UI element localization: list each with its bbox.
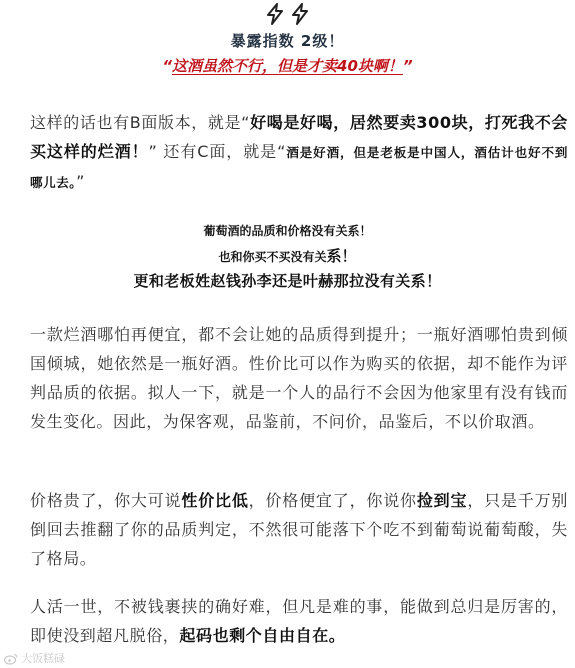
small-bold-run: 酒是好酒，但是老板是中国人，酒估计也好不到哪儿去。 bbox=[30, 145, 568, 190]
quote-close-mark: ” bbox=[402, 57, 413, 75]
paragraph-b-c-versions bbox=[30, 108, 568, 197]
paragraph-quality-price: 一款烂酒哪怕再便宜，都不会让她的品质得到提升；一瓶好酒哪怕贵到倾国倾城，她依然是一瓶好酒。性价比可以作为购买的依据，却不能作为评判品质的依据。拟人一下，就是一个人的品行不会因为他家里有没有钱而发生变化。因此，为保客观，品鉴前，不问价，品鉴后，不以价取酒。 bbox=[30, 325, 568, 431]
center-line-1: 葡萄酒的品质和价格没有关系！ bbox=[203, 224, 372, 238]
text-run: ，只是千万别倒回去推翻了你的品质判定，不然很可能落下个吃不到葡萄说葡萄酸，失了格局。 bbox=[30, 491, 569, 568]
weibo-icon bbox=[4, 653, 18, 665]
quote-text: 这酒虽然不行，但是才卖40块啊！ bbox=[172, 57, 403, 75]
lightning-icon bbox=[265, 3, 285, 25]
center-line-3: 更和老板姓赵钱孙李还是叶赫那拉没有关系！ bbox=[133, 272, 442, 290]
watermark bbox=[4, 650, 65, 666]
text-run: 价格贵了，你大可说 bbox=[30, 491, 182, 510]
exposure-level-title: 暴露指数 2级！ bbox=[230, 32, 345, 50]
paragraph-freedom bbox=[30, 592, 568, 650]
text-run: 这样的话也有B面版本，就是“ bbox=[30, 113, 251, 132]
bold-run: 捡到宝 bbox=[416, 491, 468, 510]
bold-run: 起码也剩个自由自在。 bbox=[179, 626, 346, 645]
text-run: 系！ bbox=[326, 247, 357, 265]
watermark-text: 大饭糕碌 bbox=[21, 653, 66, 665]
bold-run: 性价比低 bbox=[181, 491, 249, 510]
lightning-icons bbox=[0, 3, 575, 29]
lightning-icon bbox=[290, 3, 310, 25]
quote-open-mark: “ bbox=[162, 57, 173, 75]
text-run: 人活一世，不被钱裹挟的确好难，但凡是难的事，能做到总归是厉害的，即使没到超凡脱俗， bbox=[30, 597, 568, 645]
bold-run: 好喝是好喝，居然要卖300块，打死我不会买这样的烂酒！ bbox=[30, 113, 568, 161]
text-run: ” bbox=[76, 172, 86, 191]
text-run: ” 还有C面，就是“ bbox=[148, 142, 286, 161]
exposure-quote bbox=[0, 55, 575, 76]
paragraph-value bbox=[30, 486, 568, 573]
text-run: ，价格便宜了，你说你 bbox=[248, 491, 417, 510]
text-run: 也和你买不买没有关 bbox=[218, 250, 327, 264]
center-line-2 bbox=[0, 245, 575, 266]
